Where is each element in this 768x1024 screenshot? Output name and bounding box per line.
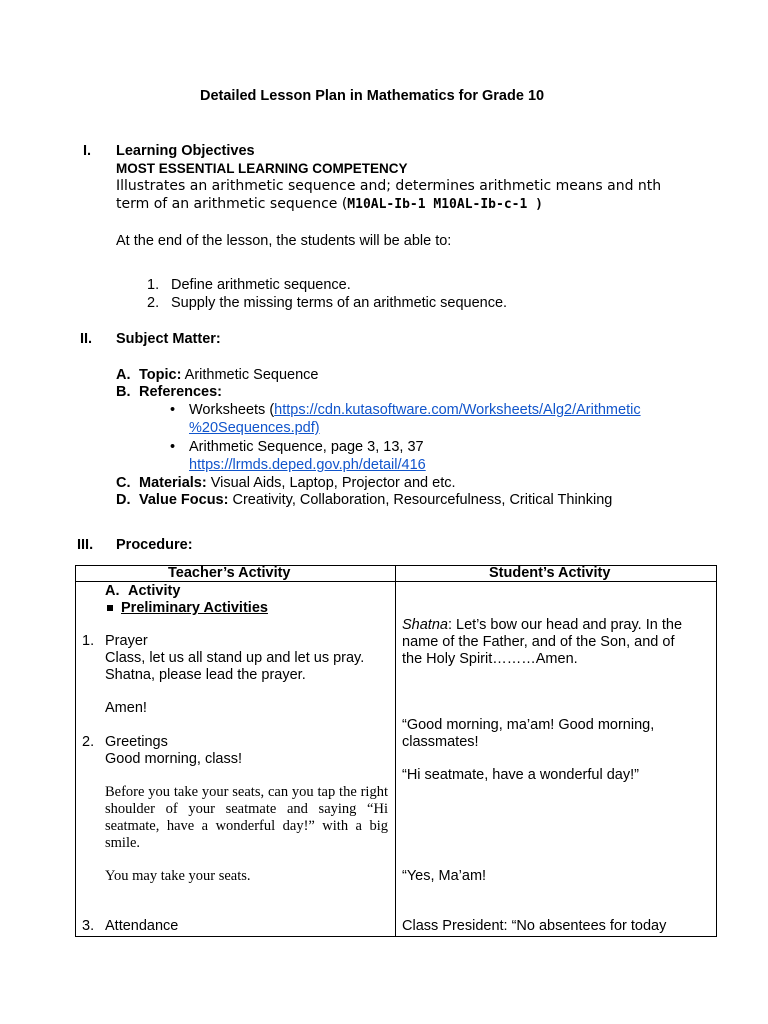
competency-line-2: term of an arithmetic sequence ( bbox=[116, 196, 348, 212]
activity-label: Activity bbox=[128, 583, 181, 599]
reference-1-link[interactable]: https://cdn.kutasoftware.com/Worksheets/Alg2/Arithmetic bbox=[274, 402, 641, 418]
shatna-line-2: name of the Father, and of the Son, and of bbox=[402, 634, 675, 650]
item-c bbox=[139, 475, 456, 492]
greetings-number: 2. bbox=[82, 734, 95, 750]
square-bullet-icon bbox=[107, 605, 113, 611]
attendance-title: Attendance bbox=[105, 918, 179, 934]
materials-label: Materials: bbox=[139, 475, 207, 491]
section-1-number: I. bbox=[83, 143, 92, 159]
value-focus-label: Value Focus: bbox=[139, 492, 229, 508]
reference-2-text: Arithmetic Sequence, page 3, 13, 37 bbox=[189, 439, 424, 455]
item-a-letter: A. bbox=[116, 367, 131, 383]
shatna-line-3: the Holy Spirit………Amen. bbox=[402, 651, 578, 667]
shatna-prayer-text: : Let’s bow our head and pray. In the bbox=[447, 617, 683, 633]
item-d-letter: D. bbox=[116, 492, 131, 508]
bullet-dot-1: • bbox=[170, 402, 176, 418]
topic-value: Arithmetic Sequence bbox=[184, 367, 319, 383]
materials-value: Visual Aids, Laptop, Projector and etc. bbox=[210, 475, 456, 491]
preliminary-row bbox=[107, 600, 268, 617]
objective-2-number: 2. bbox=[147, 295, 160, 311]
melc-label: MOST ESSENTIAL LEARNING COMPETENCY bbox=[116, 161, 408, 176]
value-focus-value: Creativity, Collaboration, Resourcefulness, Critical Thinking bbox=[232, 492, 613, 508]
item-b-letter: B. bbox=[116, 384, 131, 400]
references-label: References: bbox=[139, 384, 223, 400]
item-c-letter: C. bbox=[116, 475, 131, 491]
greetings-line: Good morning, class! bbox=[105, 751, 243, 767]
attendance-number: 3. bbox=[82, 918, 95, 934]
objective-1-text: Define arithmetic sequence. bbox=[171, 277, 351, 293]
section-3-number: III. bbox=[77, 537, 94, 553]
objectives-intro: At the end of the lesson, the students will be able to: bbox=[116, 233, 452, 249]
objective-2-text: Supply the missing terms of an arithmetic sequence. bbox=[171, 295, 508, 311]
amen-text: Amen! bbox=[105, 700, 147, 716]
take-seats-text: You may take your seats. bbox=[105, 868, 251, 884]
yes-maam-response: “Yes, Ma’am! bbox=[402, 868, 487, 884]
competency-code: M10AL-Ib-1 M10AL-Ib-c-1 ) bbox=[347, 197, 543, 212]
reference-1-line-1 bbox=[189, 402, 641, 419]
table-column-divider bbox=[395, 565, 396, 936]
greetings-title: Greetings bbox=[105, 734, 168, 750]
reference-2-link[interactable]: https://lrmds.deped.gov.ph/detail/416 bbox=[189, 457, 426, 473]
prayer-number: 1. bbox=[82, 633, 95, 649]
prayer-line-1: Class, let us all stand up and let us pray. bbox=[105, 650, 365, 666]
item-a bbox=[139, 367, 318, 384]
prayer-line-2: Shatna, please lead the prayer. bbox=[105, 667, 306, 683]
class-president-response: Class President: “No absentees for today bbox=[402, 918, 667, 934]
item-d bbox=[139, 492, 612, 509]
good-morning-line-1: “Good morning, ma’am! Good morning, bbox=[402, 717, 655, 733]
section-2-heading: Subject Matter: bbox=[116, 331, 221, 347]
reference-1-text: Worksheets ( bbox=[189, 402, 275, 418]
preliminary-activities-label: Preliminary Activities bbox=[121, 600, 268, 616]
competency-line-1: Illustrates an arithmetic sequence and; determines arithmetic means and nth bbox=[116, 178, 662, 194]
bullet-dot-2: • bbox=[170, 439, 176, 455]
shatna-name: Shatna bbox=[402, 617, 448, 633]
hi-seatmate-response: “Hi seatmate, have a wonderful day!” bbox=[402, 767, 639, 783]
reference-1-link-continued[interactable]: %20Sequences.pdf) bbox=[189, 420, 320, 436]
activity-letter: A. bbox=[105, 583, 120, 599]
teacher-column-header: Teacher’s Activity bbox=[168, 565, 291, 581]
topic-label: Topic: bbox=[139, 367, 182, 383]
prayer-title: Prayer bbox=[105, 633, 148, 649]
document-title: Detailed Lesson Plan in Mathematics for Grade 10 bbox=[200, 88, 545, 104]
tap-shoulder-instruction: Before you take your seats, can you tap the right shoulder of your seatmate and saying “Hi seatmate, have a wonderful day!” with a big smile. bbox=[105, 784, 388, 851]
shatna-line-1 bbox=[402, 617, 682, 634]
student-column-header: Student’s Activity bbox=[489, 565, 611, 581]
section-3-heading: Procedure: bbox=[116, 537, 193, 553]
section-1-heading: Learning Objectives bbox=[116, 143, 255, 159]
objective-1-number: 1. bbox=[147, 277, 160, 293]
competency-line-2-wrap bbox=[116, 196, 543, 213]
section-2-number: II. bbox=[80, 331, 93, 347]
good-morning-line-2: classmates! bbox=[402, 734, 479, 750]
